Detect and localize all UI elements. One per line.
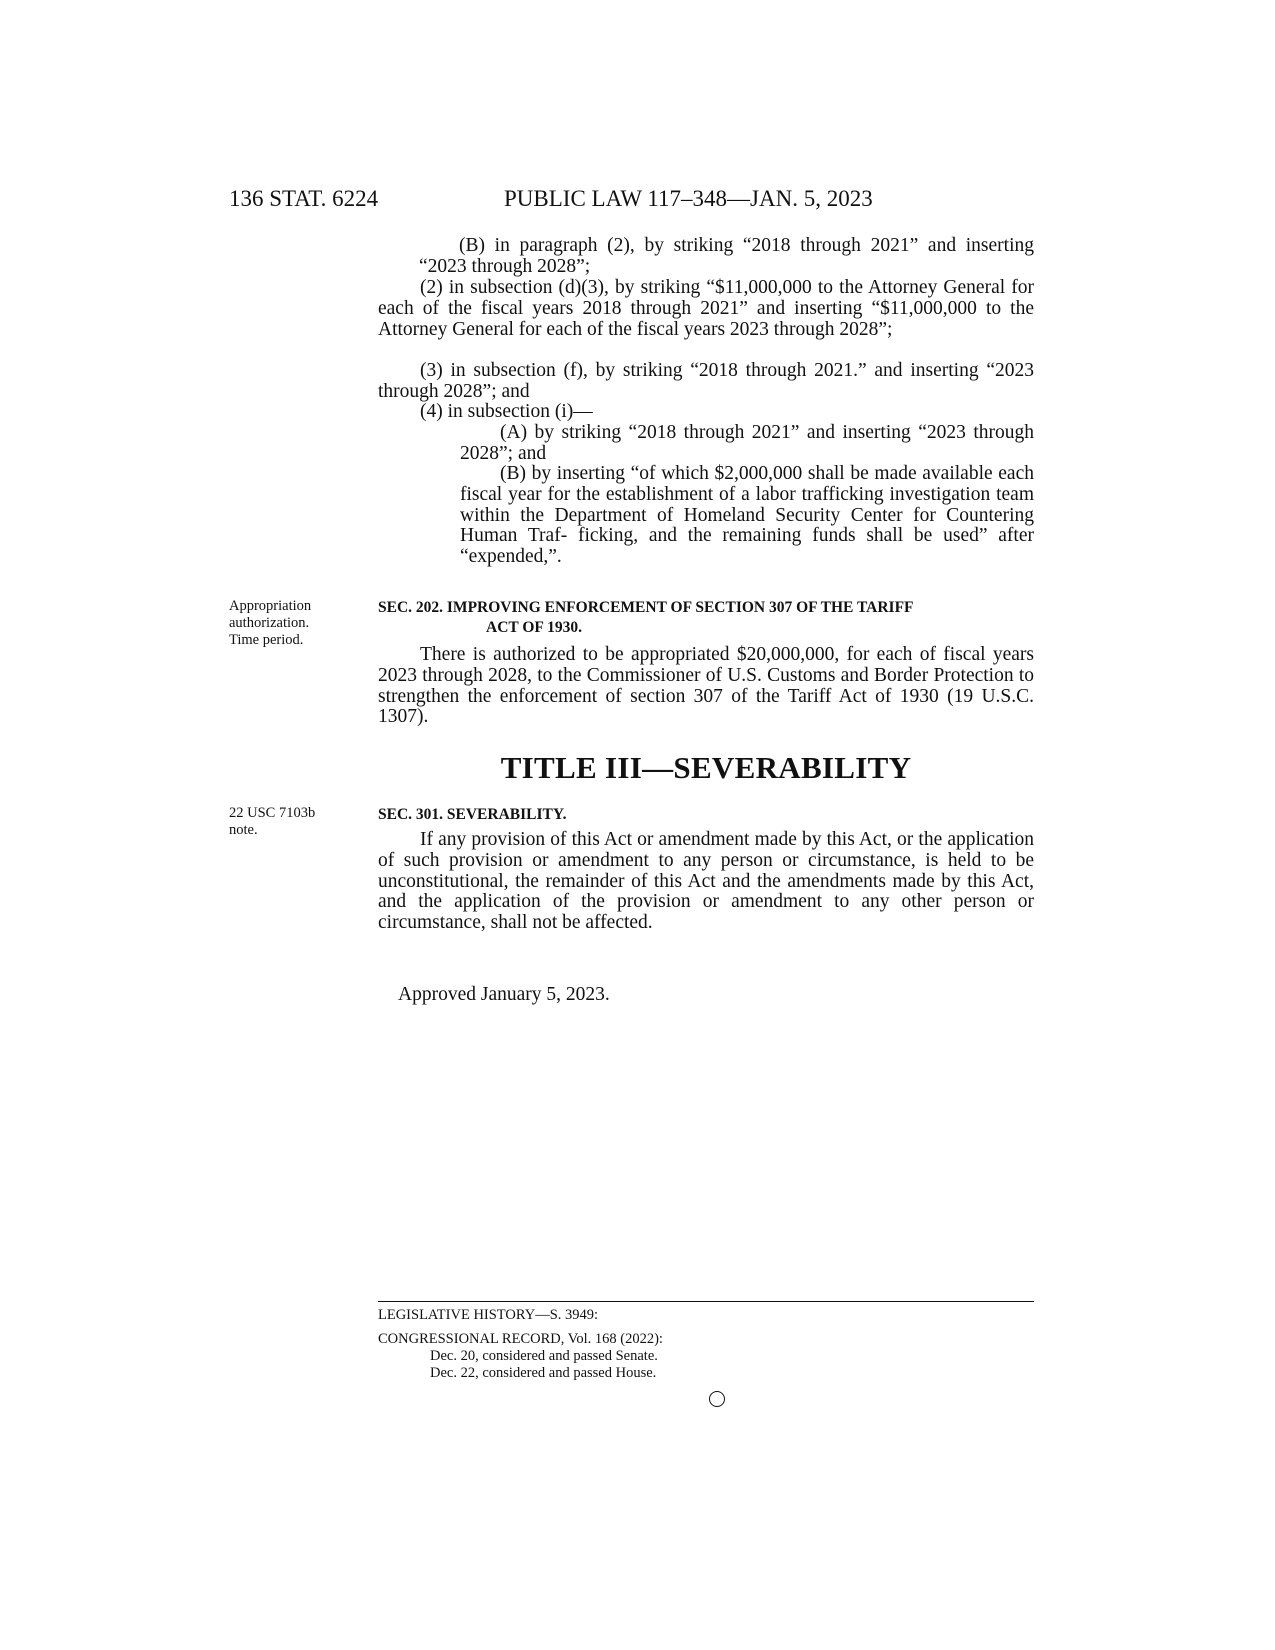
public-law-title: PUBLIC LAW 117–348—JAN. 5, 2023 [504,186,873,211]
end-of-document-circle-icon [709,1391,725,1407]
amendment-paragraph-b: (B) in paragraph (2), by striking “2018 through 2021” and inserting “2023 through 2028”; [419,235,1034,277]
legislative-action: Dec. 20, considered and passed Senate. [430,1348,658,1364]
legislative-history-rule [378,1301,1034,1302]
approval-date: Approved January 5, 2023. [398,984,610,1005]
amendment-paragraph-3: (3) in subsection (f), by striking “2018 through 2021.” and inserting “2023 through 2028”; and [378,360,1034,402]
title-iii-heading: TITLE III—SEVERABILITY [500,750,912,785]
amendment-paragraph-2: (2) in subsection (d)(3), by striking “$11,000,000 to the Attorney General for each of the fiscal years 2018 through 2021” and inserting “$11,000,000 to the Attorney General for each of the fiscal years 2023 through 2028”; [378,277,1034,340]
amendment-paragraph-4: (4) in subsection (i)— [420,401,593,422]
margin-note-line: Time period. [229,632,304,648]
margin-note-line: authorization. [229,615,310,631]
section-202-body: There is authorized to be appropriated $20,000,000, for each of fiscal years 2023 through 2028, to the Commissioner of U.S. Customs and Border Protection to strengthen the enforcement of section 307 of the Tariff Act of 1930 (19 U.S.C. 1307). [378,644,1034,728]
legislative-history-title: LEGISLATIVE HISTORY—S. 3949: [378,1307,599,1323]
section-202-heading [378,598,1034,638]
section-heading-line: SEC. 202. IMPROVING ENFORCEMENT OF SECTION 307 OF THE TARIFF [378,599,914,616]
margin-note-line: 22 USC 7103b [229,805,316,821]
margin-note-appropriation [229,598,339,649]
stat-page-number: 136 STAT. 6224 [229,186,379,211]
margin-note-line: note. [229,822,258,838]
amendment-paragraph-4a: (A) by striking “2018 through 2021” and inserting “2023 through 2028”; and [460,422,1034,464]
amendment-paragraph-4b: (B) by inserting “of which $2,000,000 shall be made available each fiscal year for the establishment of a labor trafficking investigation team within the Department of Homeland Security Center for Countering Human Traf- ficking, and the remaining funds shall be used” after “expended,”. [460,463,1034,568]
section-301-heading: SEC. 301. SEVERABILITY. [378,806,567,823]
legislative-action: Dec. 22, considered and passed House. [430,1365,657,1381]
margin-note-line: Appropriation [229,598,312,614]
congressional-record-line: CONGRESSIONAL RECORD, Vol. 168 (2022): [378,1331,663,1347]
margin-note-usc [229,805,339,839]
section-heading-line: ACT OF 1930. [486,619,583,636]
section-301-body: If any provision of this Act or amendment made by this Act, or the application of such provision or amendment to any person or circumstance, is held to be unconstitutional, the remainder of this Act and the amendments made by this Act, and the application of the provision or amendment to any other person or circumstance, shall not be affected. [378,829,1034,934]
